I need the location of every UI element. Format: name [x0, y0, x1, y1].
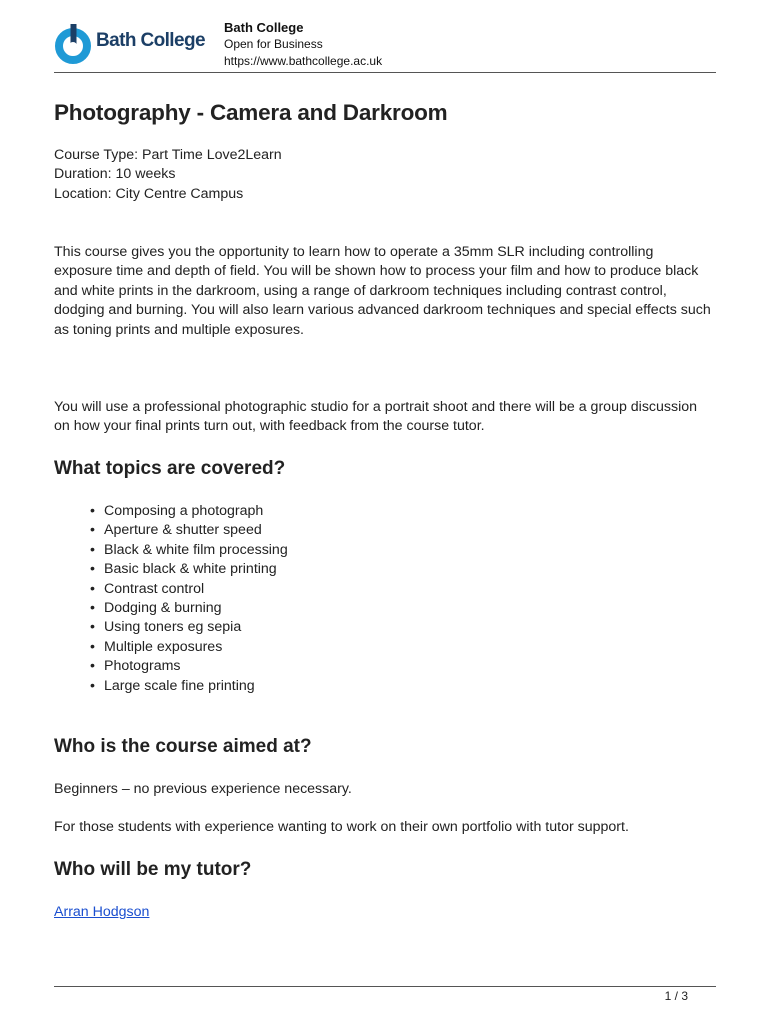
tutor-heading: Who will be my tutor?	[54, 859, 252, 880]
course-type: Course Type: Part Time Love2Learn	[54, 147, 282, 163]
header-divider	[54, 72, 716, 73]
org-name: Bath College	[224, 20, 304, 35]
course-meta	[54, 146, 714, 204]
page-title: Photography - Camera and Darkroom	[54, 100, 448, 125]
org-tagline: Open for Business	[224, 37, 323, 51]
list-item: • Dodging & burning	[54, 599, 288, 618]
list-item: • Photograms	[54, 657, 288, 676]
list-item: • Black & white film processing	[54, 541, 288, 560]
logo-mark-icon	[54, 24, 94, 68]
topics-list	[54, 502, 288, 696]
list-item: • Aperture & shutter speed	[54, 521, 288, 540]
logo-wordmark: Bath College	[96, 30, 205, 51]
page-number: 1 / 3	[664, 989, 688, 1003]
topics-heading: What topics are covered?	[54, 458, 286, 479]
audience-beginners: Beginners – no previous experience necessary.	[54, 781, 352, 797]
course-duration: Duration: 10 weeks	[54, 166, 176, 183]
course-location: Location: City Centre Campus	[54, 185, 244, 202]
bath-college-logo	[54, 24, 210, 68]
list-item: • Multiple exposures	[54, 638, 288, 657]
footer-divider	[54, 986, 716, 987]
list-item: • Composing a photograph	[54, 502, 288, 521]
list-item: • Basic black & white printing	[54, 560, 288, 579]
audience-experienced: For those students with experience wanting to work on their own portfolio with tutor support.	[54, 819, 629, 835]
tutor-link[interactable]: Arran Hodgson	[54, 904, 150, 920]
list-item: • Using toners eg sepia	[54, 618, 288, 637]
studio-paragraph: You will use a professional photographic studio for a portrait shoot and there will be a group discussion on how your final prints turn out, with feedback from the course tutor.	[54, 399, 698, 435]
org-url: https://www.bathcollege.ac.uk	[224, 54, 383, 68]
intro-paragraph: This course gives you the opportunity to learn how to operate a 35mm SLR including controlling exposure time and depth of field. You will be shown how to process your film and how to produce black and white prints in the darkroom, using a range of darkroom techniques including contrast control, dodging and burning. You will also learn various advanced darkroom techniques and special effects such as toning prints and multiple exposures.	[54, 244, 711, 338]
list-item: • Large scale fine printing	[54, 677, 288, 696]
audience-heading: Who is the course aimed at?	[54, 736, 312, 757]
header-info	[224, 19, 382, 70]
list-item: • Contrast control	[54, 580, 288, 599]
